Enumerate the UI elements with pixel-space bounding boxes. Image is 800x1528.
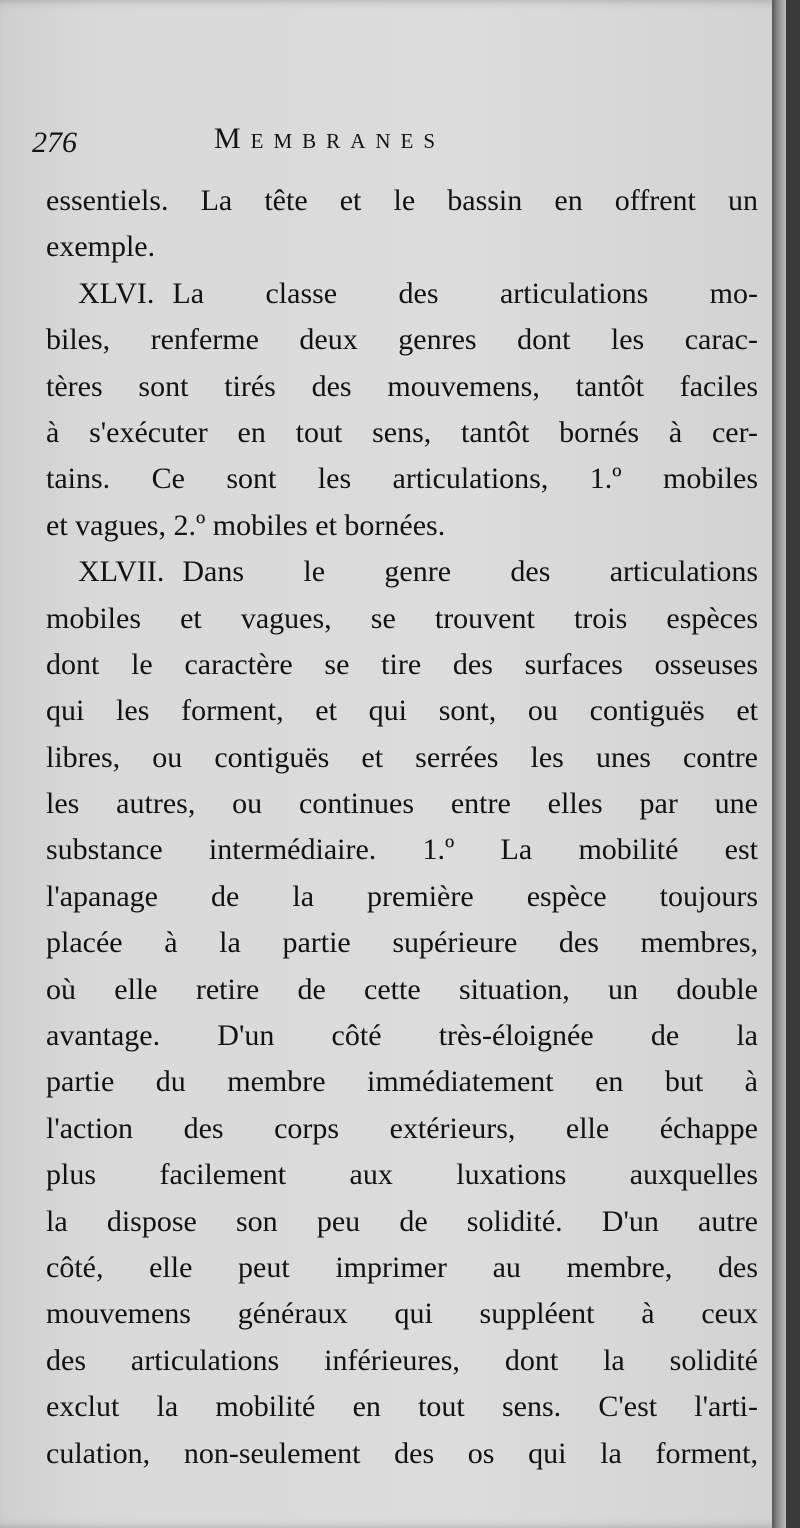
text-line: à s'exécuter en tout sens, tantôt bornés à cer- [46,415,758,449]
text-line [46,271,758,317]
text-line: tères sont tirés des mouvemens, tantôt faciles [46,369,758,403]
text-line: l'action des corps extérieurs, elle échappe [46,1111,758,1145]
text-line: substance intermédiaire. 1.º La mobilité est [46,833,758,867]
running-head: Membranes [214,122,446,155]
text-line: les autres, ou continues entre elles par une [46,787,758,821]
text-line: partie du membre immédiatement en but à [46,1065,758,1099]
text-line: biles, renferme deux genres dont les carac- [46,323,758,357]
text-line-content: Dans le genre des articulations [182,555,758,589]
section-number: XLVI. [78,276,155,310]
page-header [32,122,772,162]
text-line: culation, non-seulement des os qui la forment, [46,1436,758,1470]
text-line: libres, ou contiguës et serrées les unes contre [46,740,758,774]
page-edge [772,0,786,1528]
text-line: mobiles et vagues, se trouvent trois espèces [46,601,758,635]
text-line: des articulations inférieures, dont la solidité [46,1343,758,1377]
text-line: exclut la mobilité en tout sens. C'est l'arti- [46,1390,758,1424]
text-line [46,549,758,595]
text-line: mouvemens généraux qui suppléent à ceux [46,1297,758,1331]
page-number: 276 [32,126,77,159]
text-line-content: La classe des articulations mo- [172,276,758,310]
text-line: la dispose son peu de solidité. D'un autre [46,1204,758,1238]
text-line: côté, elle peut imprimer au membre, des [46,1250,758,1284]
text-line: plus facilement aux luxations auxquelles [46,1158,758,1192]
paragraph-xlvii [46,549,758,1477]
text-line: où elle retire de cette situation, un double [46,972,758,1006]
section-number: XLVII. [78,555,165,589]
text-line: avantage. D'un côté très-éloignée de la [46,1019,758,1053]
text-line: tains. Ce sont les articulations, 1.º mobiles [46,462,758,496]
paragraph-continuation [46,178,758,271]
text-line: et vagues, 2.º mobiles et bornées. [46,508,446,542]
text-line: qui les forment, et qui sont, ou contiguës et [46,694,758,728]
body-text [46,178,758,1477]
text-line: l'apanage de la première espèce toujours [46,879,758,913]
text-line: dont le caractère se tire des surfaces osseuses [46,647,758,681]
text-line: placée à la partie supérieure des membres, [46,926,758,960]
paragraph-xlvi [46,271,758,549]
text-line: exemple. [46,230,156,264]
text-line: essentiels. La tête et le bassin en offrent un [46,184,758,217]
